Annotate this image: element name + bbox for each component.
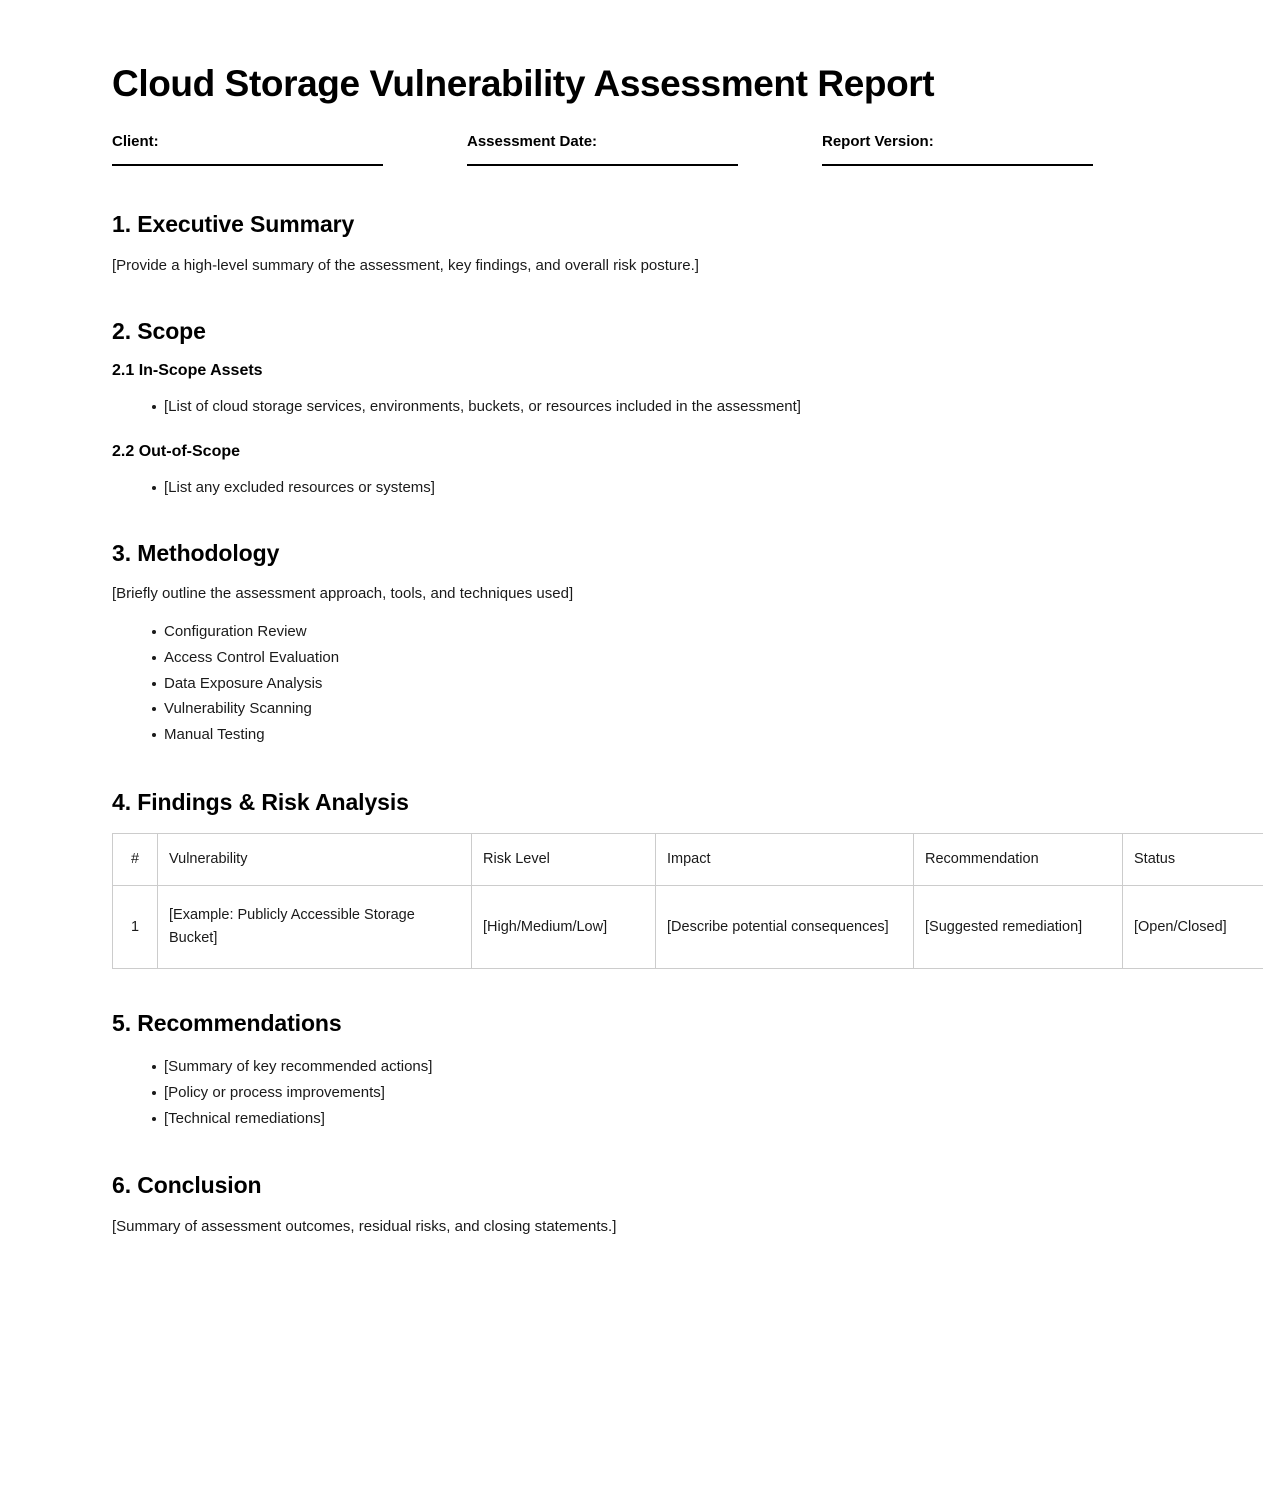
section-scope — [112, 317, 1151, 501]
heading-scope: 2. Scope — [112, 317, 206, 344]
table-header-row — [113, 833, 1263, 885]
heading-executive-summary: 1. Executive Summary — [112, 211, 355, 238]
column-header-status: Status — [1123, 833, 1263, 885]
heading-out-of-scope: 2.2 Out-of-Scope — [112, 443, 241, 460]
page-title: Cloud Storage Vulnerability Assessment Report — [112, 63, 935, 104]
text-executive-summary: [Provide a high-level summary of the assessment, key findings, and overall risk posture.] — [112, 256, 699, 274]
meta-label-assessment-date: Assessment Date: — [467, 132, 598, 150]
cell-status: [Open/Closed] — [1123, 886, 1263, 969]
meta-input-report-version[interactable] — [822, 164, 1093, 166]
meta-label-report-version: Report Version: — [822, 132, 934, 150]
meta-input-assessment-date[interactable] — [467, 164, 738, 166]
meta-field-client — [112, 132, 383, 167]
findings-table-head — [113, 833, 1263, 885]
column-header-risk-level: Risk Level — [472, 833, 656, 885]
cell-number: 1 — [113, 886, 158, 969]
meta-field-report-version — [822, 132, 1093, 167]
column-header-number: # — [113, 833, 158, 885]
list-item: [List of cloud storage services, environments, buckets, or resources included in the assessment] — [152, 394, 1151, 420]
list-item: Vulnerability Scanning — [152, 696, 1151, 722]
heading-findings: 4. Findings & Risk Analysis — [112, 789, 409, 816]
heading-recommendations: 5. Recommendations — [112, 1010, 342, 1037]
cell-impact: [Describe potential consequences] — [656, 886, 914, 969]
findings-table-body — [113, 886, 1263, 969]
list-item: [List any excluded resources or systems] — [152, 475, 1151, 501]
list-item: Manual Testing — [152, 722, 1151, 748]
list-methodology — [112, 619, 1151, 748]
list-out-of-scope — [112, 475, 1151, 501]
column-header-recommendation: Recommendation — [914, 833, 1123, 885]
list-item: Configuration Review — [152, 619, 1151, 645]
section-recommendations — [112, 1009, 1151, 1131]
text-conclusion: [Summary of assessment outcomes, residual risks, and closing statements.] — [112, 1218, 617, 1236]
section-methodology — [112, 539, 1151, 748]
heading-methodology: 3. Methodology — [112, 539, 280, 566]
subsection-in-scope-assets — [112, 361, 1151, 420]
section-executive-summary — [112, 210, 1151, 277]
list-recommendations — [112, 1054, 1151, 1131]
column-header-impact: Impact — [656, 833, 914, 885]
table-row — [113, 886, 1263, 969]
list-in-scope-assets — [112, 394, 1151, 420]
cell-vulnerability: [Example: Publicly Accessible Storage Bucket] — [158, 886, 472, 969]
text-methodology: [Briefly outline the assessment approach, tools, and techniques used] — [112, 585, 574, 603]
subsection-out-of-scope — [112, 442, 1151, 501]
list-item: [Policy or process improvements] — [152, 1080, 1151, 1106]
heading-in-scope-assets: 2.1 In-Scope Assets — [112, 362, 263, 380]
findings-table — [112, 833, 1263, 969]
list-item: Access Control Evaluation — [152, 645, 1151, 671]
cell-risk-level: [High/Medium/Low] — [472, 886, 656, 969]
meta-input-client[interactable] — [112, 164, 383, 166]
list-item: [Summary of key recommended actions] — [152, 1054, 1151, 1080]
cell-recommendation: [Suggested remediation] — [914, 886, 1123, 969]
list-item: Data Exposure Analysis — [152, 671, 1151, 697]
meta-label-client: Client: — [112, 132, 159, 150]
section-conclusion — [112, 1171, 1151, 1238]
list-item: [Technical remediations] — [152, 1106, 1151, 1132]
heading-conclusion: 6. Conclusion — [112, 1172, 262, 1199]
column-header-vulnerability: Vulnerability — [158, 833, 472, 885]
section-findings — [112, 788, 1227, 969]
meta-field-assessment-date — [467, 132, 738, 167]
document-meta-fields — [112, 132, 1151, 167]
